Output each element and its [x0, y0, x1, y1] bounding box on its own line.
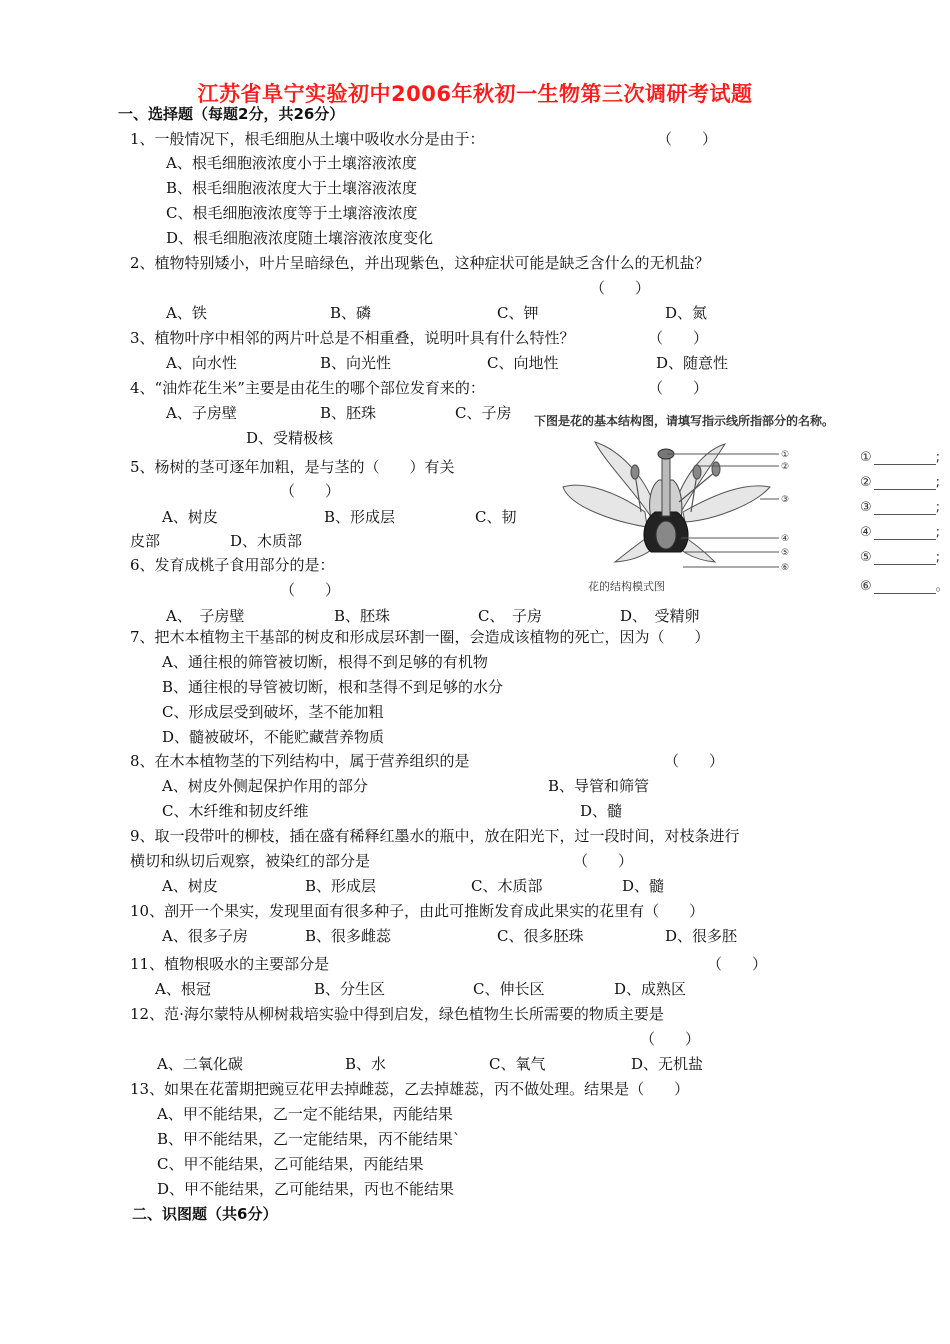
option-1b: B、根毛细胞液浓度大于土壤溶液浓度	[166, 179, 418, 197]
option-2c: C、钾	[497, 304, 539, 322]
flower-structure-figure	[555, 432, 795, 577]
answer-blank-8: （ ）	[664, 752, 725, 770]
option-9b: B、形成层	[305, 877, 377, 895]
option-8a: A、树皮外侧起保护作用的部分	[162, 777, 368, 795]
option-13b: B、甲不能结果，乙一定能结果，丙不能结果`	[157, 1130, 461, 1148]
figure-marker-6: ⑥	[781, 563, 790, 573]
option-10d: D、很多胚	[665, 927, 738, 945]
figure-marker-4: ④	[781, 534, 790, 544]
option-6c: C、 子房	[478, 607, 542, 625]
option-12a: A、二氧化碳	[157, 1055, 243, 1073]
question-5: 5、杨树的茎可逐年加粗，是与茎的（ ）有关	[130, 458, 455, 476]
option-9c: C、木质部	[471, 877, 543, 895]
option-8d: D、髓	[580, 802, 623, 820]
option-4d: D、受精极核	[246, 429, 334, 447]
option-4b: B、胚珠	[320, 404, 377, 422]
option-10b: B、很多雌蕊	[305, 927, 392, 945]
label-blank-2: ② ;	[860, 475, 941, 490]
option-11c: C、伸长区	[473, 980, 545, 998]
answer-blank-11: （ ）	[707, 955, 768, 973]
figure-marker-1: ①	[781, 450, 790, 460]
question-13: 13、如果在花蕾期把豌豆花甲去掉雌蕊，乙去掉雄蕊，丙不做处理。结果是（ ）	[130, 1080, 690, 1098]
option-11a: A、根冠	[155, 980, 211, 998]
option-5d: D、木质部	[230, 532, 303, 550]
answer-blank-12: （ ）	[640, 1030, 701, 1048]
option-5c: C、韧	[475, 508, 517, 526]
label-blank-6: ⑥ 。	[860, 579, 949, 594]
question-7: 7、把木本植物主干基部的树皮和形成层环割一圈，会造成该植物的死亡，因为（ ）	[130, 628, 710, 646]
question-12: 12、范·海尔蒙特从柳树栽培实验中得到启发，绿色植物生长所需要的物质主要是	[130, 1005, 664, 1023]
section-heading-choice: 一、选择题（每题2分，共26分）	[118, 105, 345, 123]
figure-marker-2: ②	[781, 462, 790, 472]
question-11: 11、植物根吸水的主要部分是	[130, 955, 330, 973]
answer-blank-4: （ ）	[648, 379, 709, 397]
answer-blank-1: （ ）	[657, 130, 718, 148]
option-4a: A、子房壁	[166, 404, 237, 422]
answer-blank-5: （ ）	[280, 482, 341, 500]
option-10c: C、很多胚珠	[497, 927, 584, 945]
option-6b: B、胚珠	[334, 607, 391, 625]
label-blank-3: ③ ;	[860, 500, 941, 515]
option-6d: D、 受精卵	[620, 607, 700, 625]
option-11d: D、成熟区	[614, 980, 687, 998]
figure-marker-5: ⑤	[781, 548, 790, 558]
option-8c: C、木纤维和韧皮纤维	[162, 802, 309, 820]
exam-title: 江苏省阜宁实验初中2006年秋初一生物第三次调研考试题	[197, 82, 753, 106]
option-13d: D、甲不能结果，乙可能结果，丙也不能结果	[157, 1180, 455, 1198]
option-10a: A、很多子房	[162, 927, 248, 945]
figure-caption: 花的结构模式图	[588, 580, 665, 593]
option-3c: C、向地性	[487, 354, 559, 372]
figure-marker-3: ③	[781, 495, 790, 505]
option-3a: A、向水性	[166, 354, 237, 372]
question-9-cont: 横切和纵切后观察，被染红的部分是	[130, 852, 371, 870]
label-blank-4: ④ ;	[860, 525, 941, 540]
answer-blank-6: （ ）	[280, 581, 341, 599]
answer-blank-9: （ ）	[573, 852, 634, 870]
answer-blank-3: （ ）	[648, 329, 709, 347]
option-5a: A、树皮	[162, 508, 218, 526]
label-blank-1: ① ;	[860, 450, 941, 465]
option-2a: A、铁	[166, 304, 207, 322]
option-12b: B、水	[345, 1055, 387, 1073]
option-12d: D、无机盐	[631, 1055, 704, 1073]
option-7d: D、髓被破坏，不能贮藏营养物质	[162, 728, 385, 746]
option-7b: B、通往根的导管被切断，根和茎得不到足够的水分	[162, 678, 504, 696]
question-3: 3、植物叶序中相邻的两片叶总是不相重叠，说明叶具有什么特性？	[130, 329, 575, 347]
question-10: 10、剖开一个果实，发现里面有很多种子，由此可推断发育成此果实的花里有（ ）	[130, 902, 705, 920]
option-2b: B、磷	[330, 304, 372, 322]
option-13a: A、甲不能结果，乙一定不能结果，丙能结果	[157, 1105, 453, 1123]
option-8b: B、导管和筛管	[548, 777, 650, 795]
question-4: 4、“油炸花生米”主要是由花生的哪个部位发育来的：	[130, 379, 485, 397]
question-2: 2、植物特别矮小，叶片呈暗绿色，并出现紫色，这种症状可能是缺乏含什么的无机盐？	[130, 254, 710, 272]
answer-blank-2: （ ）	[590, 279, 651, 297]
question-9: 9、取一段带叶的柳枝，插在盛有稀释红墨水的瓶中，放在阳光下，过一段时间，对枝条进行	[130, 827, 740, 845]
option-5b: B、形成层	[324, 508, 396, 526]
option-3b: B、向光性	[320, 354, 392, 372]
figure-instruction: 下图是花的基本结构图，请填写指示线所指部分的名称。	[534, 414, 835, 428]
section-heading-figure: 二、识图题（共6分）	[132, 1205, 278, 1223]
option-9a: A、树皮	[162, 877, 218, 895]
option-5c-cont: 皮部	[130, 532, 161, 550]
question-6: 6、发育成桃子食用部分的是：	[130, 556, 335, 574]
option-2d: D、氮	[665, 304, 708, 322]
option-1c: C、根毛细胞液浓度等于土壤溶液浓度	[166, 204, 418, 222]
option-1d: D、根毛细胞液浓度随土壤溶液浓度变化	[166, 229, 434, 247]
option-7c: C、形成层受到破坏，茎不能加粗	[162, 703, 384, 721]
option-4c: C、子房	[455, 404, 512, 422]
option-6a: A、 子房壁	[166, 607, 245, 625]
option-12c: C、氧气	[489, 1055, 546, 1073]
question-1: 1、一般情况下，根毛细胞从土壤中吸收水分是由于：	[130, 130, 485, 148]
option-9d: D、髓	[622, 877, 665, 895]
option-3d: D、随意性	[656, 354, 729, 372]
option-7a: A、通往根的筛管被切断，根得不到足够的有机物	[162, 653, 488, 671]
label-blank-5: ⑤ ;	[860, 550, 941, 565]
option-13c: C、甲不能结果，乙可能结果，丙能结果	[157, 1155, 424, 1173]
option-11b: B、分生区	[314, 980, 386, 998]
option-1a: A、根毛细胞液浓度小于土壤溶液浓度	[166, 154, 417, 172]
question-8: 8、在木本植物茎的下列结构中，属于营养组织的是	[130, 752, 470, 770]
